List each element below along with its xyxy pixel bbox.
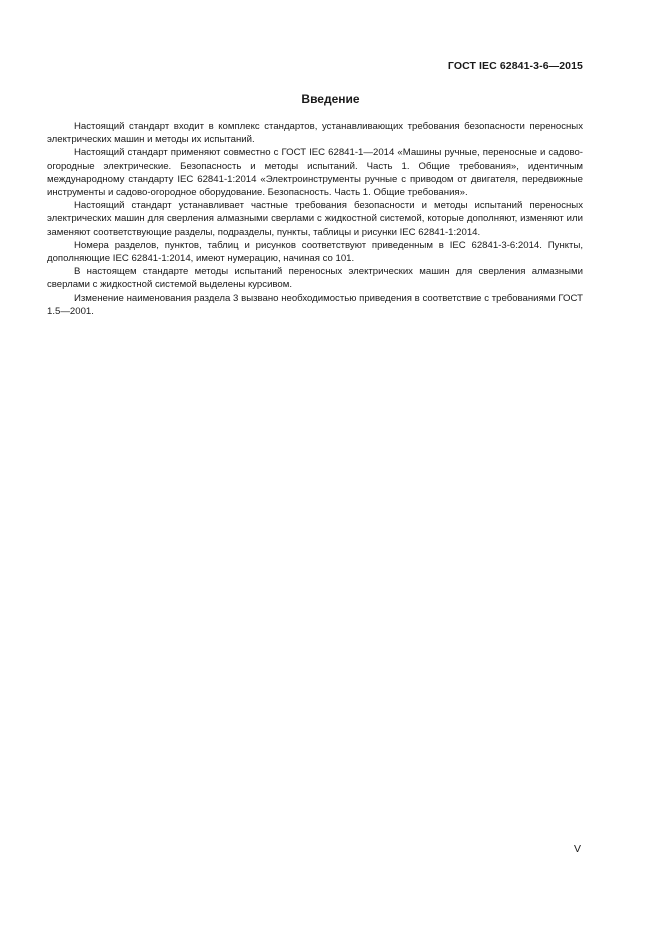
body-text: [47, 120, 583, 318]
paragraph: Изменение наименования раздела 3 вызвано необходимостью приведения в соответствие с требованиями ГОСТ 1.5—2001.: [47, 292, 583, 317]
paragraph: Настоящий стандарт применяют совместно с ГОСТ IEC 62841-1—2014 «Машины ручные, переносные и садово-огородные электрические. Безопасность и методы испытаний. Часть 1. Общие требования», идентичным международному стандарту IEC 62841-1:2014 «Электроинструменты ручные с приводом от двигателя, передвижные инструменты и садово-огородное оборудование. Безопасность. Часть 1. Общие требования».: [47, 147, 583, 199]
paragraph: Номера разделов, пунктов, таблиц и рисунков соответствуют приведенным в IEC 62841-3-6:2014. Пункты, дополняющие IEC 62841-1:2014, имеют нумерацию, начиная со 101.: [47, 239, 583, 265]
paragraph: В настоящем стандарте методы испытаний переносных электрических машин для сверления алмазными сверлами с жидкостной системой выделены курсивом.: [47, 266, 583, 291]
document-id-header: ГОСТ IEC 62841-3-6—2015: [447, 60, 583, 72]
section-title: Введение: [301, 92, 360, 106]
page-number: V: [573, 843, 581, 855]
paragraph: Настоящий стандарт устанавливает частные требования безопасности и методы испытаний переносных электрических машин для сверления алмазными сверлами с жидкостной системой, которые дополняют, изменяют или заменяют соответствующие разделы, подразделы, пункты, таблицы и рисунки IEC 62841-1:2014.: [47, 200, 583, 238]
paragraph: Настоящий стандарт входит в комплекс стандартов, устанавливающих требования безопасности переносных электрических машин и методы их испытаний.: [47, 121, 583, 146]
